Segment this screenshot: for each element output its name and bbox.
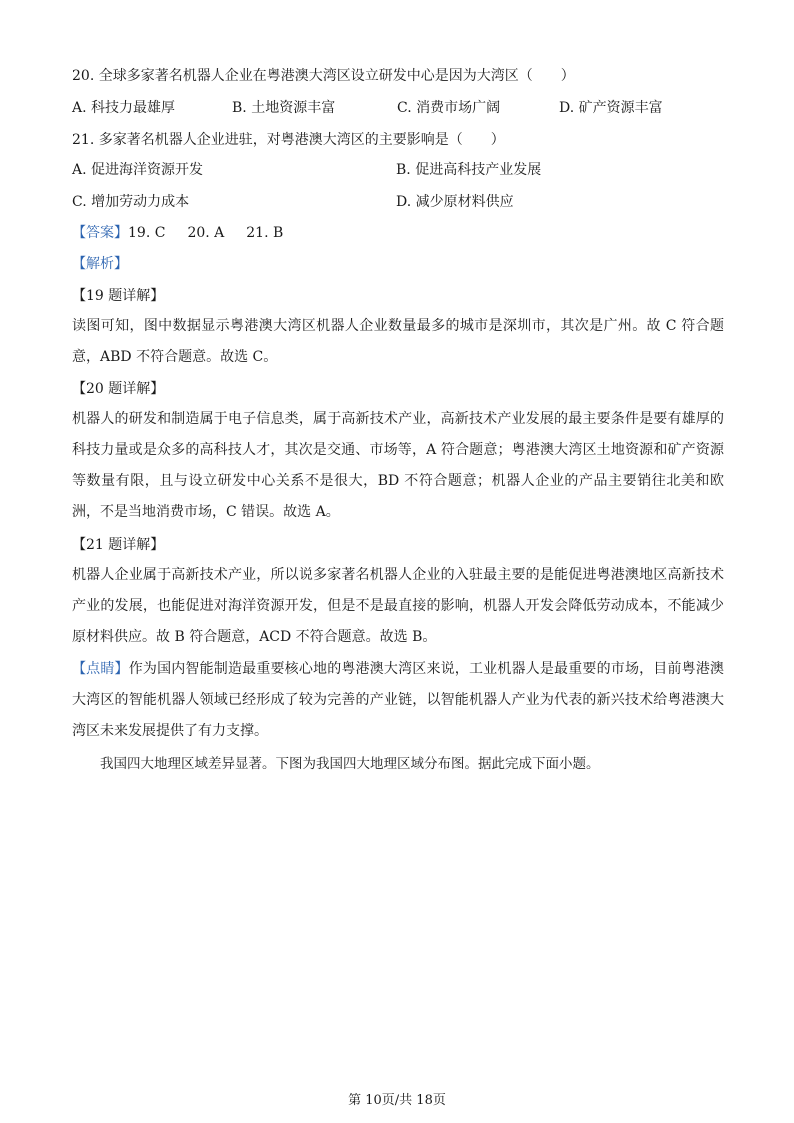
q20-option-c: C. 消费市场广阔 [397,100,501,116]
q21-option-a: A. 促进海洋资源开发 [72,162,204,178]
q21-options-row2 [72,192,732,212]
analysis-label: 【解析】 [72,256,128,272]
q20-option-a: A. 科技力最雄厚 [72,100,176,116]
q20-options [72,98,732,118]
answer-line [72,223,283,243]
q21-stem: 21. 多家著名机器人企业进驻，对粤港澳大湾区的主要影响是（ ） [72,132,505,148]
q20-option-d: D. 矿产资源丰富 [559,100,663,116]
answer-label: 【答案】 [72,225,128,241]
detail-19-text: 读图可知，图中数据显示粤港澳大湾区机器人企业数量最多的城市是深圳市，其次是广州。故 C 符合题意，ABD 不符合题意。故选 C。 [72,318,724,365]
q21-option-c: C. 增加劳动力成本 [72,194,190,210]
answer-19: 19. C [128,225,166,241]
dianjing-text: 作为国内智能制造最重要核心地的粤港澳大湾区来说，工业机器人是最重要的市场，目前粤港澳大湾区的智能机器人领域已经形成了较为完善的产业链，以智能机器人产业为代表的新兴技术给粤港澳大湾区未来发展提供了有力支撑。 [72,661,725,739]
detail-20-title: 【20 题详解】 [72,381,165,397]
q20-stem: 20. 全球多家著名机器人企业在粤港澳大湾区设立研发中心是因为大湾区（ ） [72,68,575,84]
dianjing-paragraph [72,654,724,747]
detail-19-title: 【19 题详解】 [72,288,165,304]
answer-20: 20. A [187,225,225,241]
q21-options-row1 [72,160,732,180]
dianjing-label: 【点睛】 [72,661,129,677]
next-section-intro: 我国四大地理区域差异显著。下图为我国四大地理区域分布图。据此完成下面小题。 [100,756,600,772]
page-footer: 第 10页/共 18页 [348,1093,446,1108]
detail-21-text: 机器人企业属于高新技术产业，所以说多家著名机器人企业的入驻最主要的是能促进粤港澳地区高新技术产业的发展，也能促进对海洋资源开发，但是不是最直接的影响，机器人开发会降低劳动成本，不能减少原材料供应。故 B 符合题意，ACD 不符合题意。故选 B。 [72,567,724,645]
answer-21: 21. B [246,225,284,241]
detail-21-title: 【21 题详解】 [72,537,165,553]
q20-option-b: B. 土地资源丰富 [232,100,336,116]
detail-20-text: 机器人的研发和制造属于电子信息类，属于高新技术产业，高新技术产业发展的最主要条件是要有雄厚的科技力量或是众多的高科技人才，其次是交通、市场等，A 符合题意；粤港澳大湾区土地资源和矿产资源等数量有限，且与设立研发中心关系不是很大，BD 不符合题意；机器人企业的产品主要销往北美和欧洲，不是当地消费市场，C 错误。故选 A。 [72,411,724,520]
q21-option-d: D. 减少原材料供应 [396,194,514,210]
q21-option-b: B. 促进高科技产业发展 [396,162,542,178]
